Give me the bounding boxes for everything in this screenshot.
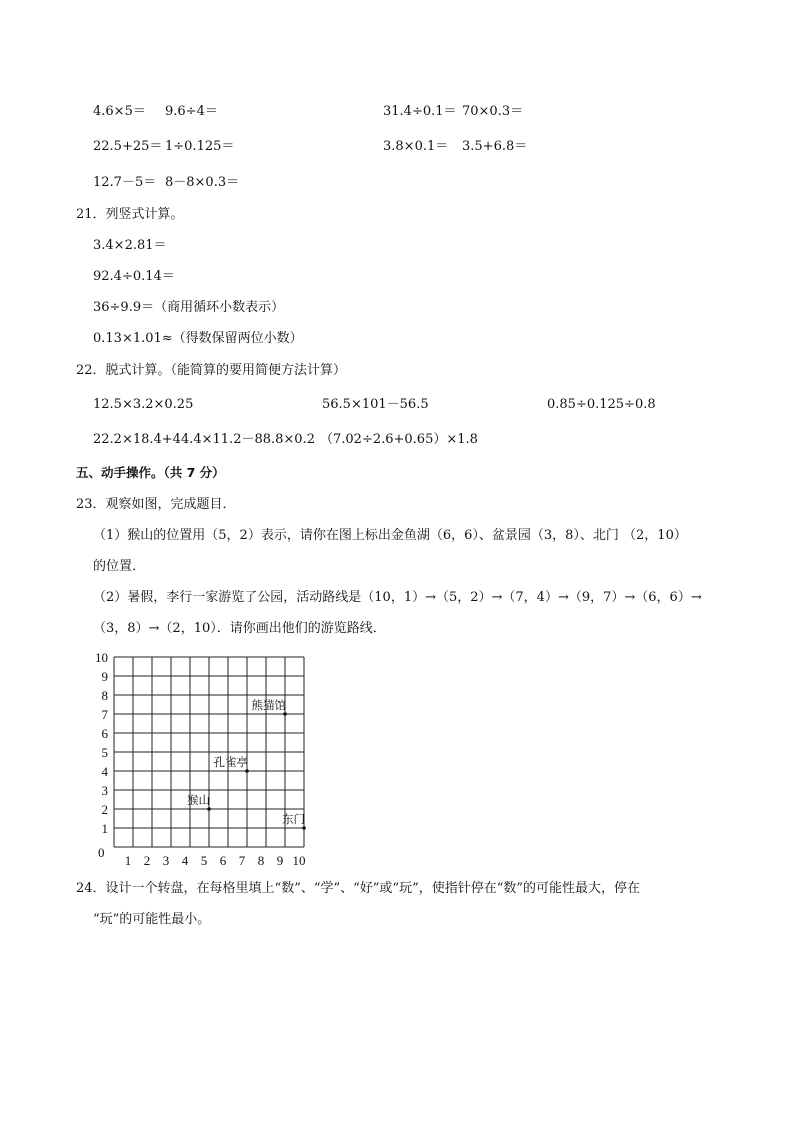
y-tick-label: 8 — [101, 688, 108, 703]
q23-part1-line1: （1）猴山的位置用（5，2）表示，请你在图上标出金鱼湖（6，6）、盆景园（3，8）、北门 （2，10） — [93, 528, 687, 543]
x-tick-label: 10 — [292, 853, 306, 868]
y-tick-label: 0 — [98, 845, 105, 860]
q23-part2-line2: （3，8）→（2，10）．请你画出他们的游览路线． — [93, 621, 386, 636]
q23-part1-line2: 的位置． — [93, 559, 146, 574]
oral-r2-c: 3.8×0.1＝ — [383, 139, 449, 154]
x-tick-label: 6 — [219, 853, 227, 868]
point-marker — [302, 826, 306, 830]
point-marker — [207, 807, 211, 811]
q22-r1-2: 56.5×101－56.5 — [322, 397, 429, 412]
point-label: 孔雀亭 — [213, 755, 248, 769]
q21-title: 21．列竖式计算。 — [76, 207, 184, 222]
section-5-heading: 五、动手操作。（共 7 分） — [76, 465, 225, 480]
q23-title: 23．观察如图，完成题目． — [76, 497, 236, 512]
q24-line2: “玩”的可能性最小。 — [93, 912, 211, 927]
y-tick-label: 4 — [101, 764, 108, 779]
q24-line1: 24．设计一个转盘，在每格里填上“数”、“学”、“好”或“玩”，使指针停在“数”的可能性最大，停在 — [76, 881, 641, 896]
point-label: 东门 — [282, 812, 305, 826]
x-tick-label: 2 — [143, 853, 151, 868]
oral-r1-d: 70×0.3＝ — [462, 104, 524, 119]
y-tick-label: 5 — [101, 745, 108, 760]
point-marker — [245, 769, 249, 773]
q21-item-2: 92.4÷0.14＝ — [93, 269, 175, 284]
oral-r1-b: 9.6÷4＝ — [165, 104, 218, 119]
y-tick-label: 9 — [101, 669, 108, 684]
x-tick-label: 9 — [276, 853, 284, 868]
y-tick-label: 6 — [101, 726, 108, 741]
q21-item-3: 36÷9.9＝（商用循环小数表示） — [93, 300, 285, 315]
point-label: 熊猫馆 — [251, 698, 286, 712]
y-tick-label: 7 — [101, 707, 108, 722]
y-tick-label: 1 — [101, 821, 108, 836]
y-tick-label: 3 — [101, 783, 108, 798]
oral-r3-b: 8－8×0.3＝ — [165, 175, 240, 190]
q22-r1-1: 12.5×3.2×0.25 — [93, 397, 194, 412]
x-tick-label: 4 — [181, 853, 189, 868]
oral-r3-a: 12.7－5＝ — [93, 175, 157, 190]
oral-r2-b: 1÷0.125＝ — [165, 139, 235, 154]
x-tick-label: 8 — [257, 853, 265, 868]
q22-r1-3: 0.85÷0.125÷0.8 — [547, 397, 656, 412]
q21-item-4: 0.13×1.01≈（得数保留两位小数） — [93, 331, 303, 346]
x-tick-label: 3 — [162, 853, 170, 868]
q23-part2-line1: （2）暑假，李行一家游览了公园，活动路线是（10，1）→（5，2）→（7，4）→（9，7）→（6，6）→ — [93, 590, 702, 605]
oral-r2-d: 3.5+6.8＝ — [462, 139, 528, 154]
oral-r1-c: 31.4÷0.1＝ — [383, 104, 457, 119]
x-tick-label: 7 — [238, 853, 246, 868]
oral-r1-a: 4.6×5＝ — [93, 104, 146, 119]
q22-r2-1: 22.2×18.4+44.4×11.2－88.8×0.2 — [93, 432, 315, 447]
q22-title: 22．脱式计算。（能简算的要用简便方法计算） — [76, 363, 347, 378]
q22-r2-2: （7.02÷2.6+0.65）×1.8 — [320, 432, 478, 447]
point-label: 猴山 — [187, 793, 210, 807]
point-marker — [283, 712, 287, 716]
y-tick-label: 2 — [101, 802, 108, 817]
coordinate-grid — [90, 652, 330, 872]
y-tick-label: 10 — [95, 652, 108, 665]
x-tick-label: 1 — [124, 853, 132, 868]
q21-item-1: 3.4×2.81＝ — [93, 238, 167, 253]
oral-r2-a: 22.5+25＝ — [93, 139, 163, 154]
x-tick-label: 5 — [200, 853, 208, 868]
